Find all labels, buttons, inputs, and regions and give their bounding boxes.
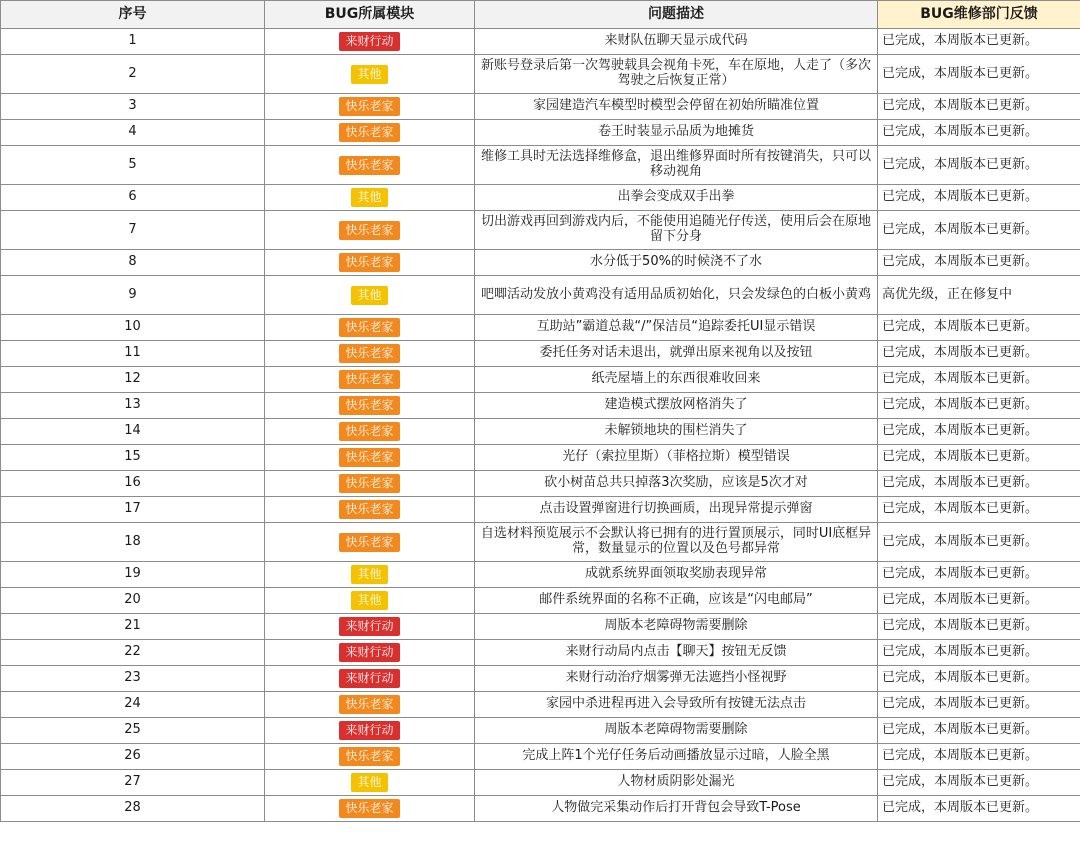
module-badge: 快乐老家 <box>339 318 399 337</box>
row-module-cell <box>265 419 475 445</box>
row-index: 10 <box>1 315 265 341</box>
table-row <box>1 120 1080 146</box>
row-feedback: 已完成，本周版本已更新。 <box>878 341 1080 367</box>
row-description: 人物做完采集动作后打开背包会导致T-Pose <box>475 796 878 822</box>
table-row <box>1 146 1080 185</box>
module-badge: 其他 <box>351 565 387 584</box>
row-index: 20 <box>1 588 265 614</box>
row-module-cell <box>265 146 475 185</box>
row-index: 11 <box>1 341 265 367</box>
row-feedback: 已完成，本周版本已更新。 <box>878 640 1080 666</box>
row-index: 28 <box>1 796 265 822</box>
row-index: 23 <box>1 666 265 692</box>
row-index: 4 <box>1 120 265 146</box>
table-row <box>1 770 1080 796</box>
row-feedback: 已完成，本周版本已更新。 <box>878 497 1080 523</box>
row-module-cell <box>265 211 475 250</box>
row-module-cell <box>265 744 475 770</box>
row-description: 自选材料预览展示不会默认将已拥有的进行置顶展示，同时UI底框异常，数量显示的位置以及色号都异常 <box>475 523 878 562</box>
module-badge: 快乐老家 <box>339 474 399 493</box>
row-index: 5 <box>1 146 265 185</box>
table-row <box>1 744 1080 770</box>
row-module-cell <box>265 471 475 497</box>
module-badge: 来财行动 <box>339 721 399 740</box>
row-description: 人物材质阴影处漏光 <box>475 770 878 796</box>
row-module-cell <box>265 692 475 718</box>
row-index: 17 <box>1 497 265 523</box>
row-feedback: 已完成，本周版本已更新。 <box>878 55 1080 94</box>
row-description: 家园中杀进程再进入会导致所有按键无法点击 <box>475 692 878 718</box>
row-module-cell <box>265 185 475 211</box>
row-index: 9 <box>1 276 265 315</box>
row-index: 3 <box>1 94 265 120</box>
row-description: 点击设置弹窗进行切换画质，出现异常提示弹窗 <box>475 497 878 523</box>
module-badge: 来财行动 <box>339 669 399 688</box>
row-description: 光仔（索拉里斯）（菲格拉斯）模型错误 <box>475 445 878 471</box>
row-description: 出拳会变成双手出拳 <box>475 185 878 211</box>
row-module-cell <box>265 718 475 744</box>
row-index: 16 <box>1 471 265 497</box>
module-badge: 快乐老家 <box>339 344 399 363</box>
row-description: 纸壳屋墙上的东西很难收回来 <box>475 367 878 393</box>
module-badge: 快乐老家 <box>339 695 399 714</box>
row-feedback: 已完成，本周版本已更新。 <box>878 315 1080 341</box>
header-module: BUG所属模块 <box>265 1 475 29</box>
row-description: 砍小树苗总共只掉落3次奖励，应该是5次才对 <box>475 471 878 497</box>
row-module-cell <box>265 445 475 471</box>
row-feedback: 已完成，本周版本已更新。 <box>878 796 1080 822</box>
row-module-cell <box>265 341 475 367</box>
row-feedback: 已完成，本周版本已更新。 <box>878 614 1080 640</box>
row-feedback: 已完成，本周版本已更新。 <box>878 185 1080 211</box>
row-module-cell <box>265 796 475 822</box>
row-index: 12 <box>1 367 265 393</box>
module-badge: 快乐老家 <box>339 747 399 766</box>
row-description: 新账号登录后第一次驾驶载具会视角卡死，车在原地，人走了（多次驾驶之后恢复正常） <box>475 55 878 94</box>
module-badge: 快乐老家 <box>339 422 399 441</box>
table-row <box>1 315 1080 341</box>
row-module-cell <box>265 588 475 614</box>
header-row <box>1 1 1080 29</box>
row-feedback: 已完成，本周版本已更新。 <box>878 666 1080 692</box>
module-badge: 快乐老家 <box>339 156 399 175</box>
table-row <box>1 692 1080 718</box>
row-description: 来财队伍聊天显示成代码 <box>475 29 878 55</box>
row-description: 邮件系统界面的名称不正确，应该是“闪电邮局” <box>475 588 878 614</box>
row-index: 6 <box>1 185 265 211</box>
row-module-cell <box>265 120 475 146</box>
row-description: 吧唧活动发放小黄鸡没有适用品质初始化，只会发绿色的白板小黄鸡 <box>475 276 878 315</box>
row-feedback: 已完成，本周版本已更新。 <box>878 588 1080 614</box>
row-module-cell <box>265 94 475 120</box>
row-feedback: 已完成，本周版本已更新。 <box>878 718 1080 744</box>
module-badge: 快乐老家 <box>339 253 399 272</box>
row-description: 卷王时装显示品质为地摊货 <box>475 120 878 146</box>
table-row <box>1 640 1080 666</box>
row-index: 8 <box>1 250 265 276</box>
row-feedback: 已完成，本周版本已更新。 <box>878 770 1080 796</box>
module-badge: 快乐老家 <box>339 448 399 467</box>
row-module-cell <box>265 55 475 94</box>
row-index: 7 <box>1 211 265 250</box>
table-row <box>1 393 1080 419</box>
row-index: 2 <box>1 55 265 94</box>
row-module-cell <box>265 562 475 588</box>
row-module-cell <box>265 315 475 341</box>
row-index: 13 <box>1 393 265 419</box>
module-badge: 其他 <box>351 286 387 305</box>
row-index: 26 <box>1 744 265 770</box>
row-feedback: 已完成，本周版本已更新。 <box>878 744 1080 770</box>
row-index: 19 <box>1 562 265 588</box>
header-description: 问题描述 <box>475 1 878 29</box>
row-feedback: 高优先级，正在修复中 <box>878 276 1080 315</box>
row-feedback: 已完成，本周版本已更新。 <box>878 419 1080 445</box>
row-feedback: 已完成，本周版本已更新。 <box>878 562 1080 588</box>
row-module-cell <box>265 666 475 692</box>
row-module-cell <box>265 393 475 419</box>
table-row <box>1 445 1080 471</box>
row-index: 21 <box>1 614 265 640</box>
table-row <box>1 185 1080 211</box>
row-feedback: 已完成，本周版本已更新。 <box>878 445 1080 471</box>
module-badge: 快乐老家 <box>339 97 399 116</box>
table-row <box>1 29 1080 55</box>
row-feedback: 已完成，本周版本已更新。 <box>878 523 1080 562</box>
row-feedback: 已完成，本周版本已更新。 <box>878 146 1080 185</box>
table-row <box>1 55 1080 94</box>
row-description: 完成上阵1个光仔任务后动画播放显示过暗，人脸全黑 <box>475 744 878 770</box>
row-index: 22 <box>1 640 265 666</box>
table-row <box>1 718 1080 744</box>
row-module-cell <box>265 770 475 796</box>
row-feedback: 已完成，本周版本已更新。 <box>878 120 1080 146</box>
row-feedback: 已完成，本周版本已更新。 <box>878 250 1080 276</box>
module-badge: 快乐老家 <box>339 500 399 519</box>
header-feedback: BUG维修部门反馈 <box>878 1 1080 29</box>
table-row <box>1 562 1080 588</box>
row-module-cell <box>265 497 475 523</box>
row-description: 未解锁地块的围栏消失了 <box>475 419 878 445</box>
row-index: 27 <box>1 770 265 796</box>
row-module-cell <box>265 640 475 666</box>
row-feedback: 已完成，本周版本已更新。 <box>878 29 1080 55</box>
table-row <box>1 94 1080 120</box>
module-badge: 其他 <box>351 188 387 207</box>
table-body <box>1 29 1080 822</box>
module-badge: 来财行动 <box>339 643 399 662</box>
row-feedback: 已完成，本周版本已更新。 <box>878 692 1080 718</box>
row-description: 维修工具时无法选择维修盒，退出维修界面时所有按键消失，只可以移动视角 <box>475 146 878 185</box>
row-description: 周版本老障碍物需要删除 <box>475 718 878 744</box>
table-row <box>1 497 1080 523</box>
row-feedback: 已完成，本周版本已更新。 <box>878 393 1080 419</box>
row-feedback: 已完成，本周版本已更新。 <box>878 94 1080 120</box>
module-badge: 来财行动 <box>339 32 399 51</box>
table-row <box>1 211 1080 250</box>
row-description: 来财行动治疗烟雾弹无法遮挡小怪视野 <box>475 666 878 692</box>
table-row <box>1 523 1080 562</box>
header-index: 序号 <box>1 1 265 29</box>
module-badge: 快乐老家 <box>339 370 399 389</box>
row-description: 成就系统界面领取奖励表现异常 <box>475 562 878 588</box>
row-description: 来财行动局内点击【聊天】按钮无反馈 <box>475 640 878 666</box>
row-description: 委托任务对话未退出，就弹出原来视角以及按钮 <box>475 341 878 367</box>
module-badge: 其他 <box>351 591 387 610</box>
row-module-cell <box>265 367 475 393</box>
row-description: 互助站”霸道总裁“/”保洁员“追踪委托UI显示错误 <box>475 315 878 341</box>
table-row <box>1 419 1080 445</box>
table-row <box>1 614 1080 640</box>
module-badge: 来财行动 <box>339 617 399 636</box>
row-description: 家园建造汽车模型时模型会停留在初始所瞄准位置 <box>475 94 878 120</box>
module-badge: 快乐老家 <box>339 123 399 142</box>
row-feedback: 已完成，本周版本已更新。 <box>878 211 1080 250</box>
row-module-cell <box>265 29 475 55</box>
module-badge: 快乐老家 <box>339 533 399 552</box>
row-module-cell <box>265 276 475 315</box>
module-badge: 快乐老家 <box>339 799 399 818</box>
row-feedback: 已完成，本周版本已更新。 <box>878 367 1080 393</box>
table-row <box>1 471 1080 497</box>
table-row <box>1 250 1080 276</box>
table-row <box>1 367 1080 393</box>
module-badge: 其他 <box>351 65 387 84</box>
table-row <box>1 341 1080 367</box>
row-module-cell <box>265 250 475 276</box>
row-index: 14 <box>1 419 265 445</box>
module-badge: 快乐老家 <box>339 221 399 240</box>
row-index: 18 <box>1 523 265 562</box>
row-description: 水分低于50%的时候浇不了水 <box>475 250 878 276</box>
row-feedback: 已完成，本周版本已更新。 <box>878 471 1080 497</box>
row-index: 25 <box>1 718 265 744</box>
row-module-cell <box>265 523 475 562</box>
table-row <box>1 276 1080 315</box>
row-module-cell <box>265 614 475 640</box>
table-row <box>1 666 1080 692</box>
row-description: 建造模式摆放网格消失了 <box>475 393 878 419</box>
table-row <box>1 796 1080 822</box>
row-description: 切出游戏再回到游戏内后，不能使用追随光仔传送，使用后会在原地留下分身 <box>475 211 878 250</box>
row-description: 周版本老障碍物需要删除 <box>475 614 878 640</box>
row-index: 1 <box>1 29 265 55</box>
row-index: 15 <box>1 445 265 471</box>
table-row <box>1 588 1080 614</box>
row-index: 24 <box>1 692 265 718</box>
module-badge: 其他 <box>351 773 387 792</box>
module-badge: 快乐老家 <box>339 396 399 415</box>
